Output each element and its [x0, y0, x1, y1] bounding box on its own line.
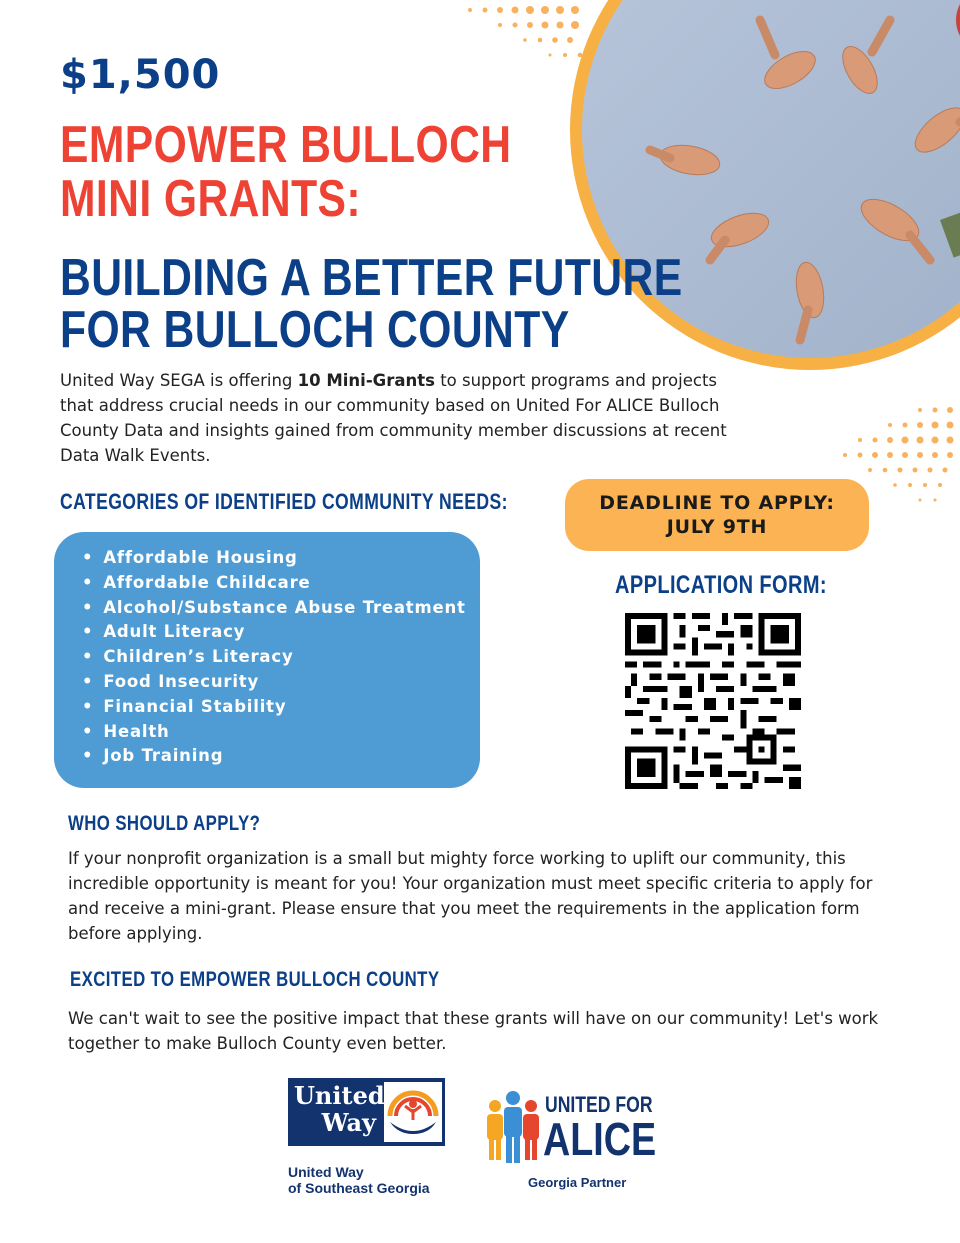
needs-list: [82, 546, 466, 769]
helping-hand-icon: [384, 1082, 442, 1142]
list-item: • Alcohol/Substance Abuse Treatment: [82, 596, 466, 621]
excited-text: We can't wait to see the positive impact that these grants will have on our community! Let's work together to make Bulloch County even better.: [68, 1009, 879, 1053]
alice-logo-main-text: ALICE: [543, 1113, 657, 1165]
list-item: • Job Training: [82, 744, 466, 769]
page-subtitle: [60, 249, 683, 359]
united-way-word-2: Way: [321, 1108, 376, 1137]
needs-heading: CATEGORIES OF IDENTIFIED COMMUNITY NEEDS:: [60, 489, 508, 514]
list-item: • Food Insecurity: [82, 670, 466, 695]
list-item: • Affordable Childcare: [82, 571, 466, 596]
intro-text-after: to support programs and projects that address crucial needs in our community based on United For ALICE Bulloch County Data and insights gained from community member discussions at recent Data Walk Events.: [60, 371, 727, 465]
list-item: • Financial Stability: [82, 695, 466, 720]
title-line-2: MINI GRANTS:: [60, 170, 362, 228]
united-way-word-1: United: [294, 1081, 385, 1110]
deadline-line-2: JULY 9TH: [666, 516, 768, 538]
application-form-heading: APPLICATION FORM:: [615, 571, 827, 599]
intro-text-bold: 10 Mini-Grants: [297, 371, 435, 390]
list-item: • Health: [82, 720, 466, 745]
page-title: [60, 118, 511, 226]
hands-photo: [560, 0, 960, 420]
subtitle-line-1: BUILDING A BETTER FUTURE: [60, 249, 683, 307]
list-item: • Affordable Housing: [82, 546, 466, 571]
qr-code-icon[interactable]: [625, 613, 801, 789]
who-should-apply-text: If your nonprofit organization is a small but mighty force working to uplift our community, this incredible opportunity is meant for you! Your organization must meet specific criteria to apply for and receive a mini-grant. Please ensure that you meet the requirements in the application form before applying.: [68, 849, 873, 943]
alice-logo-subtext: Georgia Partner: [528, 1175, 627, 1190]
united-way-caption: [288, 1164, 430, 1196]
intro-paragraph: [60, 368, 730, 468]
title-line-1: EMPOWER BULLOCH: [60, 116, 512, 174]
united-way-logo: [288, 1078, 445, 1146]
who-should-apply-heading: WHO SHOULD APPLY?: [68, 812, 261, 835]
list-item: • Children’s Literacy: [82, 645, 466, 670]
alice-people-icon: [483, 1090, 543, 1166]
united-way-wordmark: [294, 1081, 385, 1137]
deadline-line-1: DEADLINE TO APPLY:: [599, 492, 835, 514]
list-item: • Adult Literacy: [82, 620, 466, 645]
intro-text-before: United Way SEGA is offering: [60, 371, 298, 390]
alice-logo-top-text: UNITED FOR: [545, 1092, 653, 1117]
halftone-dots-top: [430, 0, 610, 70]
needs-box: [54, 532, 480, 788]
united-way-caption-1: United Way: [288, 1164, 364, 1180]
subtitle-line-2: FOR BULLOCH COUNTY: [60, 301, 570, 359]
excited-heading: EXCITED TO EMPOWER BULLOCH COUNTY: [70, 968, 440, 991]
grant-amount: $1,500: [60, 52, 221, 98]
deadline-badge: [565, 479, 869, 551]
united-way-caption-2: of Southeast Georgia: [288, 1180, 430, 1196]
